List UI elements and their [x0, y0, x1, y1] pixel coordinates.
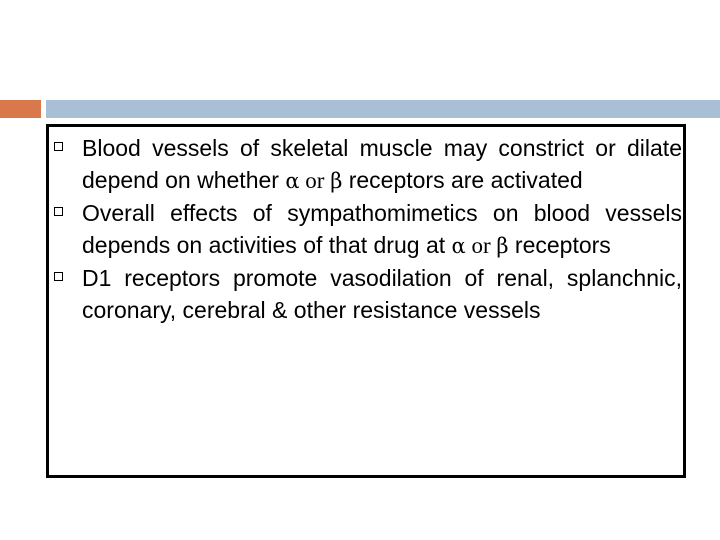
beta-symbol: β [330, 169, 343, 193]
or-word: or [299, 168, 331, 193]
bullet-list [52, 132, 682, 326]
hollow-square-bullet-icon [54, 272, 63, 281]
accent-bar-blue [46, 100, 720, 118]
accent-bar-orange [0, 100, 41, 118]
list-item [52, 197, 682, 262]
bullet-text: receptors [508, 232, 611, 258]
bullet-text: Blood vessels of skeletal muscle may constrict or dilate depend on whether [82, 135, 682, 193]
hollow-square-bullet-icon [54, 142, 63, 151]
alpha-symbol: α [451, 234, 466, 258]
bullet-text: receptors are activated [342, 167, 583, 193]
or-word: or [465, 233, 497, 258]
beta-symbol: β [496, 234, 509, 258]
list-item [52, 262, 682, 326]
hollow-square-bullet-icon [54, 207, 63, 216]
alpha-symbol: α [285, 169, 300, 193]
bullet-text: Overall effects of sympathomimetics on blood vessels depends on activities of that drug at [82, 200, 682, 258]
bullet-text: D1 receptors promote vasodilation of renal, splanchnic, coronary, cerebral & other resistance vessels [82, 265, 682, 323]
list-item [52, 132, 682, 197]
